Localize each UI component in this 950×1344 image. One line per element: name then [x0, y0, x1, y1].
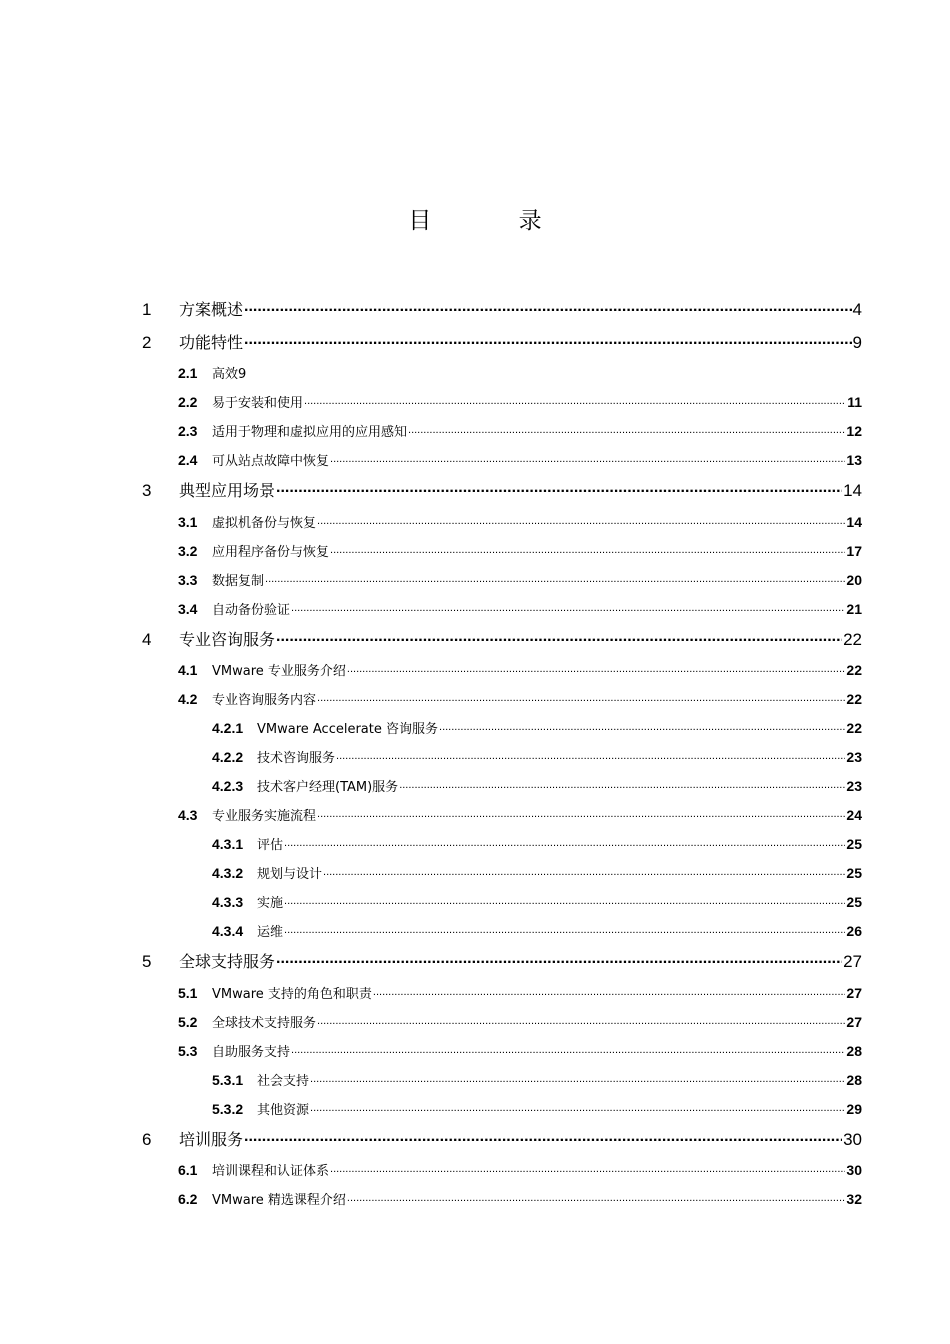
toc-dot-leader — [310, 1100, 845, 1114]
toc-entry[interactable] — [178, 1185, 862, 1214]
toc-entry-number: 4.3 — [178, 807, 198, 823]
toc-dot-leader — [244, 1128, 842, 1145]
toc-entry-page-number: 25 — [846, 865, 862, 881]
toc-entry-title: 技术咨询服务 — [257, 751, 336, 766]
toc-entry-number: 5.2 — [178, 1013, 198, 1030]
toc-entry-title: 运维 — [257, 925, 284, 940]
toc-entry-title: 典型应用场景 — [179, 481, 276, 500]
toc-entry-page-number: 32 — [846, 1191, 862, 1207]
toc-entry-page-number: 27 — [843, 952, 862, 971]
toc-entry-title: 功能特性 — [179, 332, 244, 352]
toc-entry-number: 5 — [142, 952, 152, 971]
toc-entry[interactable] — [178, 417, 862, 446]
toc-entry-title: 易于安装和使用 — [212, 396, 304, 411]
toc-dot-leader — [373, 984, 846, 998]
toc-entry-number: 3.1 — [178, 513, 198, 530]
toc-entry-page-number: 28 — [846, 1071, 862, 1088]
toc-dot-leader — [317, 1013, 845, 1027]
toc-entry-number: 3.2 — [178, 542, 198, 559]
toc-entry[interactable] — [142, 475, 862, 507]
toc-dot-leader — [330, 542, 845, 556]
toc-entry[interactable] — [178, 1156, 862, 1185]
toc-entry[interactable] — [212, 859, 862, 888]
toc-entry-page-number: 22 — [846, 720, 862, 736]
toc-entry-page-number: 27 — [846, 1013, 862, 1030]
toc-entry[interactable] — [142, 624, 862, 656]
toc-entry-page-number: 13 — [846, 452, 862, 468]
toc-entry[interactable] — [178, 656, 862, 685]
toc-entry[interactable] — [178, 537, 862, 566]
toc-entry-page-number: 4 — [852, 300, 862, 319]
toc-dot-leader — [347, 1190, 846, 1204]
toc-entry-page-number: 22 — [846, 691, 862, 707]
toc-entry[interactable] — [212, 917, 862, 946]
toc-entry-title: 适用于物理和虚拟应用的应用感知 — [212, 425, 408, 440]
toc-entry-number: 4.3.2 — [212, 865, 244, 881]
toc-dot-leader — [317, 690, 845, 704]
toc-entry[interactable] — [178, 685, 862, 714]
toc-entry-title: VMware 支持的角色和职责 — [212, 986, 372, 1002]
toc-entry-page-number: 12 — [846, 423, 862, 439]
toc-entry[interactable] — [178, 1008, 862, 1037]
toc-entry-number: 6 — [142, 1129, 152, 1149]
toc-dot-leader — [330, 1161, 845, 1175]
toc-entry-number: 5.3.1 — [212, 1071, 244, 1088]
toc-dot-leader — [265, 571, 845, 585]
toc-entry-title: 评估 — [257, 838, 284, 853]
toc-entry[interactable] — [178, 388, 862, 417]
toc-entry-page-number: 26 — [846, 923, 862, 939]
toc-dot-leader — [408, 422, 845, 436]
toc-entry-number: 4.1 — [178, 662, 198, 678]
toc-entry-title: VMware Accelerate 咨询服务 — [257, 722, 439, 737]
toc-entry-number: 2.3 — [178, 423, 198, 439]
toc-entry-number: 6.1 — [178, 1162, 198, 1178]
toc-dot-leader — [284, 922, 845, 936]
toc-entry[interactable] — [178, 595, 862, 624]
toc-dot-leader — [284, 893, 845, 907]
toc-dot-leader — [330, 451, 845, 465]
toc-entry-number: 4.2.1 — [212, 720, 244, 736]
toc-entry-page-number: 22 — [843, 629, 862, 649]
toc-entry-page-number: 30 — [846, 1162, 862, 1178]
toc-entry-page-number: 14 — [846, 513, 862, 530]
toc-entry[interactable] — [178, 359, 862, 388]
toc-entry[interactable] — [212, 772, 862, 801]
toc-entry-page-number: 11 — [847, 394, 862, 410]
toc-dot-leader — [291, 1042, 845, 1056]
toc-dot-leader — [291, 600, 845, 614]
toc-entry[interactable] — [178, 566, 862, 595]
toc-dot-leader — [304, 393, 846, 407]
toc-entry-title: 专业咨询服务内容 — [212, 693, 317, 708]
toc-entry-number: 1 — [142, 300, 152, 319]
toc-entry-title: 专业咨询服务 — [179, 629, 276, 649]
toc-entry-title: 自动备份验证 — [212, 602, 291, 618]
toc-dot-leader — [317, 513, 845, 527]
toc-entry-number: 5.1 — [178, 984, 198, 1001]
toc-dot-leader — [276, 628, 842, 645]
toc-entry[interactable] — [212, 830, 862, 859]
toc-entry[interactable] — [212, 888, 862, 917]
toc-entry[interactable] — [178, 446, 862, 475]
toc-entry[interactable] — [142, 294, 862, 326]
toc-entry-title: 培训服务 — [179, 1129, 244, 1149]
toc-entry-title: 技术客户经理(TAM)服务 — [257, 780, 399, 795]
toc-entry-number: 4.2 — [178, 691, 198, 707]
toc-entry-title: 自助服务支持 — [212, 1044, 291, 1060]
toc-dot-leader — [310, 1071, 845, 1085]
toc-dot-leader — [317, 806, 845, 820]
toc-entry-number: 5.3.2 — [212, 1100, 244, 1117]
toc-entry-number: 4.2.2 — [212, 749, 244, 765]
toc-entry-title: VMware 精选课程介绍 — [212, 1193, 346, 1208]
toc-entry-number: 4.2.3 — [212, 778, 244, 794]
toc-entry-title: 培训课程和认证体系 — [212, 1164, 330, 1179]
toc-entry-page-number: 9 — [852, 332, 862, 352]
toc-entry-page-number: 22 — [846, 662, 862, 678]
toc-entry-title: 方案概述 — [179, 300, 244, 319]
toc-entry[interactable] — [212, 1095, 862, 1124]
toc-entry-page-number: 20 — [846, 571, 862, 588]
toc-entry-title: 全球技术支持服务 — [212, 1015, 317, 1031]
toc-entry-page-number: 25 — [846, 836, 862, 852]
toc-dot-leader — [347, 661, 846, 675]
toc-entry-title: 全球支持服务 — [179, 952, 276, 971]
toc-entry-number: 6.2 — [178, 1191, 198, 1207]
toc-entry-number: 3.3 — [178, 571, 198, 588]
toc-entry-number: 2.4 — [178, 452, 198, 468]
toc-entry[interactable] — [178, 979, 862, 1008]
toc-entry-title: VMware 专业服务介绍 — [212, 664, 346, 679]
toc-entry-page-number: 30 — [843, 1129, 862, 1149]
toc-dot-leader — [336, 748, 845, 762]
toc-entry-number: 3.4 — [178, 600, 198, 617]
toc-entry-title: 规划与设计 — [257, 867, 323, 882]
toc-dot-leader — [323, 864, 845, 878]
toc-entry-title: 虚拟机备份与恢复 — [212, 515, 317, 531]
toc-entry-title: 专业服务实施流程 — [212, 809, 317, 824]
toc-entry-number: 3 — [142, 481, 152, 500]
toc-entry-page-number: 27 — [846, 984, 862, 1001]
toc-entry[interactable] — [212, 1066, 862, 1095]
toc-entry-title: 社会支持 — [257, 1073, 310, 1089]
toc-entry-page-number: 23 — [846, 778, 862, 794]
toc-entry[interactable] — [142, 327, 862, 359]
toc-entry-page-number: 25 — [846, 894, 862, 910]
toc-entry-number: 4.3.1 — [212, 836, 244, 852]
toc-entry[interactable] — [142, 946, 862, 978]
toc-entry-number: 2 — [142, 332, 152, 352]
toc-entry[interactable] — [142, 1124, 862, 1156]
toc-dot-leader — [244, 298, 852, 315]
toc-dot-leader — [276, 950, 842, 967]
toc-dot-leader — [276, 479, 842, 496]
toc-dot-leader — [399, 777, 845, 791]
toc-entry-page-number: 29 — [846, 1100, 862, 1117]
toc-entry[interactable] — [212, 714, 862, 743]
toc-entry-number: 2.2 — [178, 394, 198, 410]
toc-entry-title: 应用程序备份与恢复 — [212, 544, 330, 560]
toc-entry-title: 高效9 — [212, 367, 247, 382]
toc-dot-leader — [244, 331, 852, 348]
page-title: 目 录 — [408, 208, 582, 234]
toc-entry-page-number: 14 — [843, 481, 862, 500]
toc-dot-leader — [284, 835, 845, 849]
toc-dot-leader — [439, 719, 845, 733]
toc-entry-page-number: 21 — [846, 600, 862, 617]
toc-entry[interactable] — [212, 743, 862, 772]
toc-entry-page-number: 28 — [846, 1042, 862, 1059]
toc-entry-title: 可从站点故障中恢复 — [212, 454, 330, 469]
toc-entry-page-number: 23 — [846, 749, 862, 765]
toc-entry-title: 数据复制 — [212, 573, 265, 589]
toc-entry-title: 其他资源 — [257, 1102, 310, 1118]
toc-entry-number: 2.1 — [178, 365, 198, 381]
toc-entry-title: 实施 — [257, 896, 284, 911]
toc-entry-number: 4.3.3 — [212, 894, 244, 910]
toc-entry-number: 4.3.4 — [212, 923, 244, 939]
toc-entry-page-number: 17 — [846, 542, 862, 559]
toc-entry-number: 5.3 — [178, 1042, 198, 1059]
toc-entry[interactable] — [178, 801, 862, 830]
toc-entry[interactable] — [178, 508, 862, 537]
toc-entry-number: 4 — [142, 629, 152, 649]
toc-entry[interactable] — [178, 1037, 862, 1066]
toc-entry-page-number: 24 — [846, 807, 862, 823]
